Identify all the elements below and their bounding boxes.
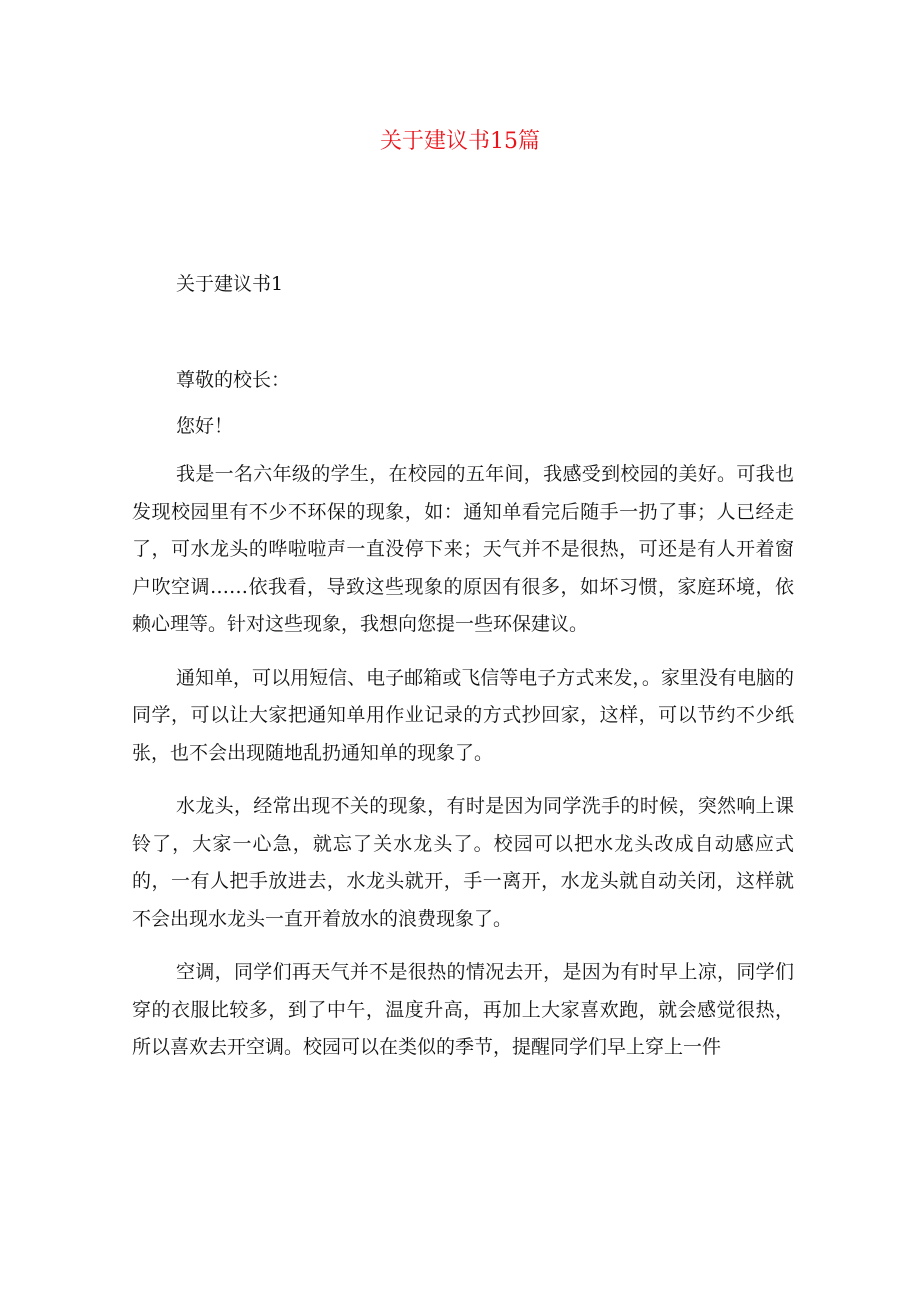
paragraph: 我是一名六年级的学生，在校园的五年间，我感受到校园的美好。可我也发现校园里有不少不环保的现象，如：通知单看完后随手一扔了事；人已经走了，可水龙头的哗啦啦声一直没停下来；天气并不是很热，可还是有人开着窗户吹空调……依我看，导致这些现象的原因有很多，如坏习惯，家庭环境，依赖心理等。针对这些现象，我想向您提一些环保建议。: [132, 463, 794, 635]
salutation: 尊敬的校长：: [176, 369, 291, 391]
paragraph: 空调，同学们再天气并不是很热的情况去开，是因为有时早上凉，同学们穿的衣服比较多，到了中午，温度升高，再加上大家喜欢跑，就会感觉很热，所以喜欢去开空调。校园可以在类似的季节，提醒同学们早上穿上一件: [132, 961, 794, 1058]
paragraph: 通知单，可以用短信、电子邮箱或飞信等电子方式来发，。家里没有电脑的同学，可以让大家把通知单用作业记录的方式抄回家，这样，可以节约不少纸张，也不会出现随地乱扔通知单的现象了。: [132, 666, 794, 764]
greeting: 您好！: [176, 415, 234, 437]
document-title: 关于建议书15篇: [380, 129, 540, 154]
section-heading: 关于建议书1: [176, 273, 284, 295]
paragraph: 水龙头，经常出现不关的现象，有时是因为同学洗手的时候，突然响上课铃了，大家一心急，就忘了关水龙头了。校园可以把水龙头改成自动感应式的，一有人把手放进去，水龙头就开，手一离开，水龙头就自动关闭，这样就不会出现水龙头一直开着放水的浪费现象了。: [132, 795, 794, 930]
letter-body: [132, 456, 794, 1083]
